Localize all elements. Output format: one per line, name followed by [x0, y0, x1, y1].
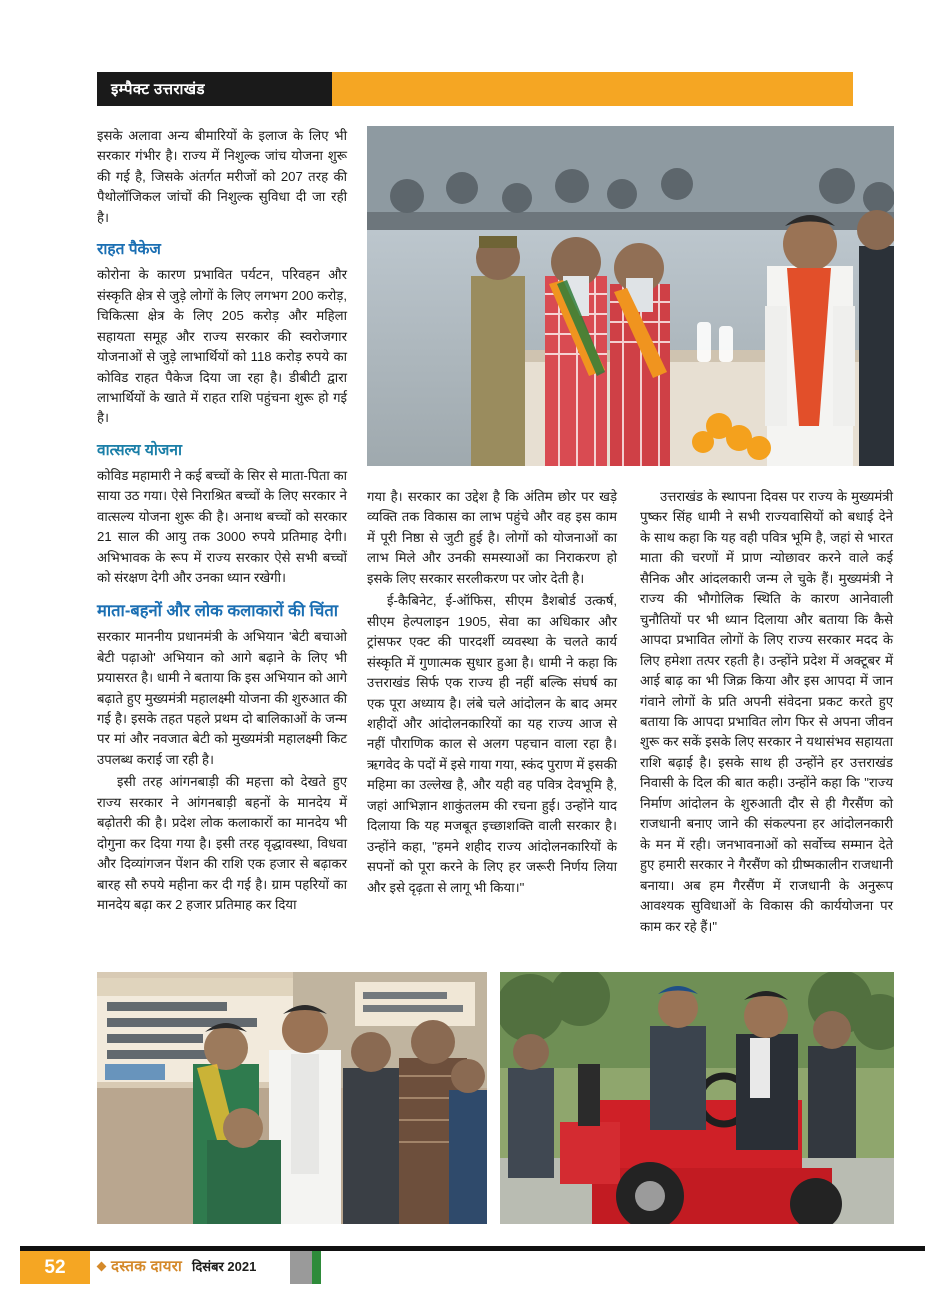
photo-bottom-right-tractor: [500, 972, 894, 1224]
footer-masthead: [98, 1256, 256, 1276]
paragraph: इसके अलावा अन्य बीमारियों के इलाज के लिए भी सरकार गंभीर है। राज्य में निशुल्क जांच योजना शुरू की गई है, जिसके अंतर्गत मरीजों को 207 तरह की पैथोलॉजिकल जांचों की निशुल्क सुविधा दी जा रही है।: [97, 128, 347, 225]
photo-top-ceremony: [367, 126, 894, 466]
paragraph: कोविड महामारी ने कई बच्चों के सिर से माता-पिता का साया उठ गया। ऐसे निराश्रित बच्चों के लिए सरकार ने वात्सल्य योजना शुरू की है। अनाथ बच्चों को सरकार 21 साल की आयु तक 3000 रुपये प्रतिमाह देगी। अभिभावक के रूप में राज्य सरकार ऐसे सभी बच्चों को संरक्षण देगी और उनका ध्यान रखेगी।: [97, 467, 347, 586]
footer-page-badge: [20, 1251, 90, 1284]
column-right: [640, 487, 893, 939]
magazine-name: दस्तक दायरा: [111, 1258, 183, 1275]
paragraph: गया है। सरकार का उद्देश है कि अंतिम छोर पर खड़े व्यक्ति तक विकास का लाभ पहुंचे और वह इस काम में पूरी निष्ठा से जुटी हुई है। लोगों को योजनाओं का लाभ मिले और उनकी समस्याओं का निराकरण हो इसके लिए सरकार सरलीकरण पर जोर देती है।: [367, 489, 617, 586]
photo-bottom-left-stage: [97, 972, 487, 1224]
page-number: 52: [44, 1256, 66, 1278]
footer-green-bar: [312, 1251, 321, 1284]
header-section-label: इम्पैक्ट उत्तराखंड: [111, 81, 205, 98]
column-middle: [367, 487, 617, 900]
photo-bottom-left-illustration: [97, 972, 487, 1224]
column-left: [97, 126, 347, 918]
subheading-vatsalya-yojana: वात्सल्य योजना: [97, 441, 183, 459]
header-section-tab: [97, 72, 332, 106]
paragraph: सरकार माननीय प्रधानमंत्री के अभियान 'बेटी बचाओ बेटी पढ़ाओ' अभियान को आगे बढ़ाने के लिए भी प्रयासरत है। धामी ने बताया कि इस अभियान को आगे बढ़ाते हुए मुख्यमंत्री महालक्ष्मी योजना की शुरुआत की गई है। इसके तहत पहले प्रथम दो बालिकाओं के जन्म पर मां और नवजात बेटी को मुख्यमंत्री महालक्ष्मी किट उपलब्ध कराई जा रही है।: [97, 629, 347, 767]
paragraph: कोरोना के कारण प्रभावित पर्यटन, परिवहन और संस्कृति क्षेत्र से जुड़े लोगों के लिए लगभग 200 करोड़, चिकित्सा क्षेत्र के लिए 205 करोड़ और महिला सहायता समूह और राज्य सरकार की स्वरोजगार योजनाओं से जुड़े लाभार्थियों को 118 करोड़ रुपये का कोविड राहत पैकेज दिया जा रहा है। डीबीटी द्वारा लाभार्थियों के खाते में राहत राशि पहुंचना शुरू हो गई है।: [97, 267, 347, 426]
footer-grey-block: [290, 1251, 312, 1284]
issue-date: दिसंबर 2021: [192, 1259, 257, 1274]
subheading-relief-package: राहत पैकेज: [97, 241, 161, 259]
footer-right-block: [312, 1251, 925, 1284]
subheading-mothers-artists: माता-बहनों और लोक कलाकारों की चिंता: [97, 601, 339, 620]
paragraph: उत्तराखंड के स्थापना दिवस पर राज्य के मुख्यमंत्री पुष्कर सिंह धामी ने सभी राज्यवासियों को बधाई देने के साथ कहा कि यह वही पवित्र भूमि है, जहां से भारत माता की चरणों में प्राण न्योछावर करने वाले कई सैनिक और आंदलकारी जन्म ले चुके हैं। मुख्यमंत्री ने राज्य की भौगोलिक स्थिति के कारण आनेवाली चुनौतियों पर भी ध्यान दिलाया और बताया कि कैसे आपदा प्रभावित लोगों के लिए राज्य सरकार मदद के लिए हमेशा तत्पर रहती है। उन्होंने प्रदेश में अक्टूबर में आई बाढ़ का भी जिक्र किया और इस आपदा में जान गंवाने लोगों के प्रति अपनी संवेदना प्रकट करते हुए बताया कि आपदा प्रभावित लोग फिर से अपना जीवन शुरू कर सकें इसके लिए सरकार ने यथासंभव सहायता राशि बढ़ाई है। इसके साथ ही उन्होंने हर उत्तराखंड निवासी के दिल की बात कही। उन्होंने कहा कि "राज्य निर्माण आंदोलन के शुरुआती दौर से ही गैरसैंण को राजधानी बनाए जाने की संकल्पना हर आंदोलनकारी के मन में रही। जनभावनाओं को सर्वोच्च सम्मान देते हुए हमारी सरकार ने गैरसैंण को ग्रीष्मकालीन राजधानी बनाया। अब हम गैरसैंण में राजधानी के अनुरूप आवश्यक सुविधाओं के विकास की कार्ययोजना पर काम कर रहे हैं।": [640, 489, 893, 934]
paragraph: इसी तरह आंगनबाड़ी की महत्ता को देखते हुए राज्य सरकार ने आंगनबाड़ी बहनों के मानदेय में बढ़ोतरी की है। प्रदेश लोक कलाकारों का मानदेय भी दोगुना कर दिया गया है। इसी तरह वृद्धावस्था, विधवा और दिव्यांगजन पेंशन की राशि एक हजार से बढ़ाकर बारह सौ रुपये महीना कर दी गई है। ग्राम पहरियों का मानदेय बढ़ा कर 2 हजार प्रतिमाह कर दिया: [97, 774, 347, 913]
paragraph: ई-कैबिनेट, ई-ऑफिस, सीएम डैशबोर्ड उत्कर्ष, सीएम हेल्पलाइन 1905, सेवा का अधिकार और ट्रांसफर एक्ट की पारदर्शी व्यवस्था के चलते कार्य संस्कृति में गुणात्मक सुधार हुआ है। धामी ने कहा कि उत्तराखंड सिर्फ एक राज्य ही नहीं बल्कि संघर्ष का एक पूरा अध्याय है। लंबे चले आंदोलन के बाद अमर शहीदों और आंदोलनकारियों का यह राज्य आज से नहीं पौराणिक काल से अलग पहचान वाला रहा है। ऋगवेद के पदों में इसे गाया गया, स्कंद पुराण में इसकी महिमा का उल्लेख है, और यही वह पवित्र देवभूमि है, जहां आभिज्ञान शाकुंतलम की रचना हुई। उन्होंने याद दिलाया कि यह मजबूत इच्छाशक्ति वाली सरकार है। उन्होंने कहा, "हमने शहीद राज्य आंदोलनकारियों के सपनों को पूरा करने के लिए हर जरूरी निर्णय लिया और इसे दृढ़ता से लागू भी किया।": [367, 593, 617, 895]
photo-bottom-right-illustration: [500, 972, 894, 1224]
photo-top-illustration: [367, 126, 894, 466]
diamond-icon: [97, 1261, 107, 1271]
